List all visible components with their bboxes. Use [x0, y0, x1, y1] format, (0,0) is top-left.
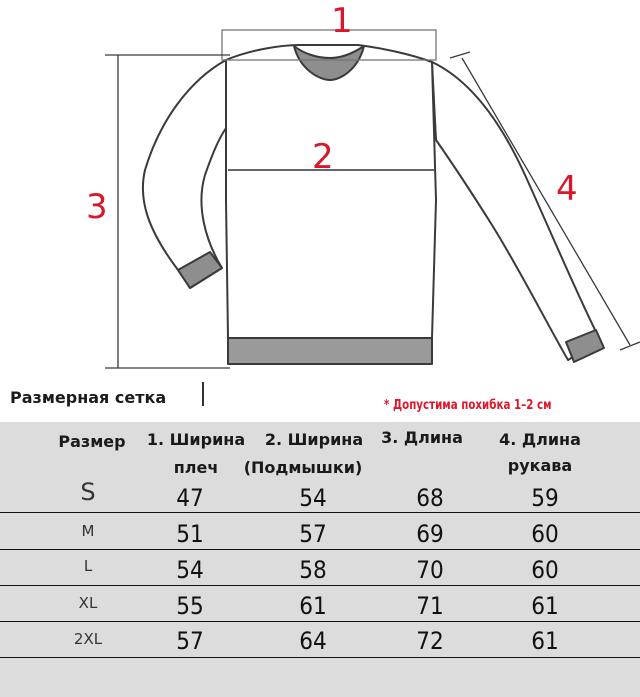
row-l-shoulder: 54 [176, 556, 204, 584]
row-s-length: 68 [416, 484, 444, 512]
page-title: Размерная сетка [10, 388, 167, 407]
marker-1: 1 [331, 1, 353, 41]
row-l-length: 70 [416, 556, 444, 584]
marker-4: 4 [556, 169, 578, 209]
marker-3: 3 [86, 187, 108, 227]
row-xl-sleeve: 61 [531, 592, 559, 620]
header-chest-2: (Подмышки) [243, 458, 363, 477]
row-m-sleeve: 60 [531, 520, 559, 548]
header-chest-1: 2. Ширина [264, 430, 364, 449]
row-l-size: L [83, 557, 93, 575]
row-divider [0, 549, 640, 550]
row-m-size: M [81, 522, 95, 540]
left-sleeve [143, 60, 226, 288]
row-xl-size: XL [78, 594, 98, 612]
header-length-1: 3. Длина [381, 428, 463, 447]
row-2xl-sleeve: 61 [531, 627, 559, 655]
row-m-length: 69 [416, 520, 444, 548]
waistband [228, 338, 432, 364]
marker-2: 2 [312, 137, 334, 177]
row-divider [0, 621, 640, 622]
header-shoulder-1: 1. Ширина [146, 430, 246, 449]
row-divider [0, 512, 640, 513]
row-s-chest: 54 [299, 484, 327, 512]
row-2xl-length: 72 [416, 627, 444, 655]
row-xl-shoulder: 55 [176, 592, 204, 620]
header-sleeve-1: 4. Длина [499, 430, 581, 449]
row-2xl-chest: 64 [299, 627, 327, 655]
header-sleeve-2: рукава [507, 456, 573, 475]
row-divider [0, 585, 640, 586]
title-divider [202, 382, 204, 406]
row-divider [0, 657, 640, 658]
row-xl-chest: 61 [299, 592, 327, 620]
row-2xl-size: 2XL [73, 630, 103, 648]
row-l-sleeve: 60 [531, 556, 559, 584]
right-sleeve [432, 62, 600, 360]
row-s-shoulder: 47 [176, 484, 204, 512]
header-size: Размер [58, 432, 126, 451]
row-m-chest: 57 [299, 520, 327, 548]
row-m-shoulder: 51 [176, 520, 204, 548]
row-2xl-shoulder: 57 [176, 627, 204, 655]
sweatshirt-body [226, 45, 436, 338]
row-s-sleeve: 59 [531, 484, 559, 512]
header-shoulder-2: плеч [173, 458, 219, 477]
tolerance-note: * Допустима похибка 1–2 см [384, 398, 552, 413]
row-s-size: S [80, 478, 96, 506]
row-xl-length: 71 [416, 592, 444, 620]
row-l-chest: 58 [299, 556, 327, 584]
